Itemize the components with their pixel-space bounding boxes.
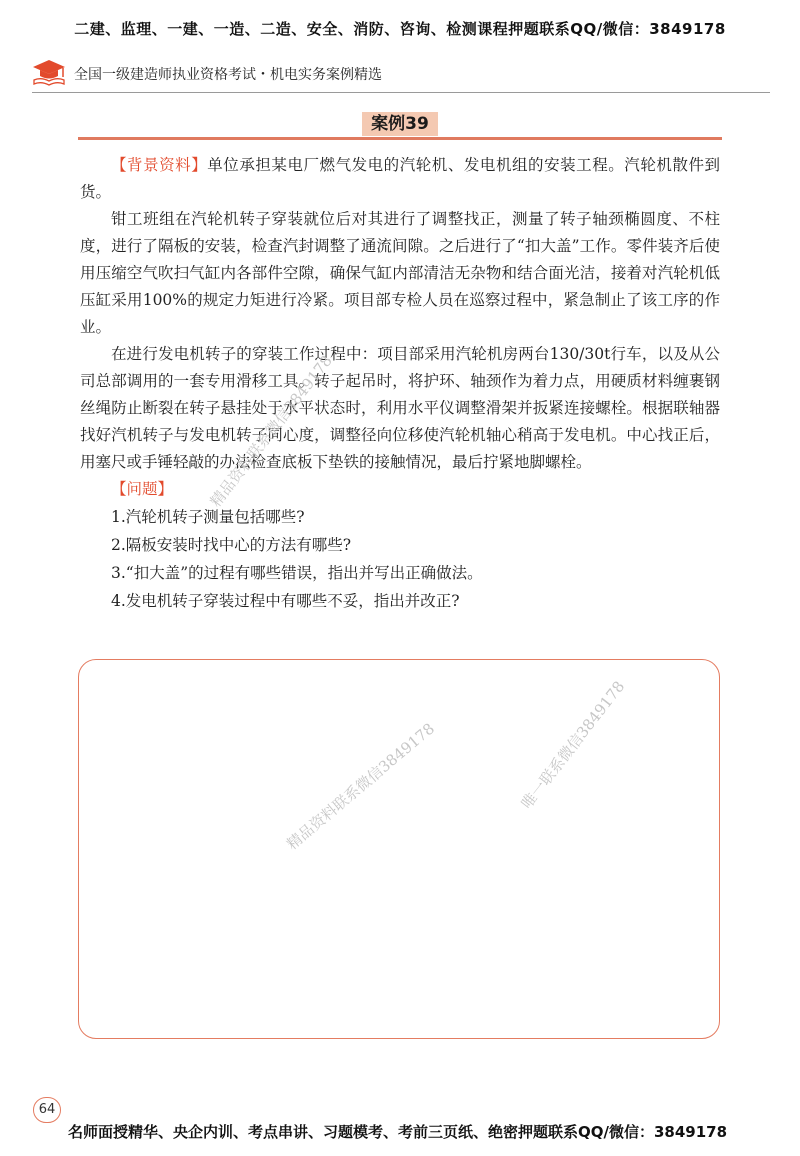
watermark: 唯一联系微信3849178: [517, 677, 629, 813]
header-divider: [32, 92, 770, 93]
book-title: 全国一级建造师执业资格考试・机电实务案例精选: [74, 67, 382, 83]
watermark: 精品资料联系微信3849178: [283, 719, 438, 854]
case-title-divider: [78, 137, 722, 140]
watermark: 精品资料联系微信3849178: [206, 352, 336, 511]
question-item: 4.发电机转子穿装过程中有哪些不妥，指出并改正?: [111, 592, 460, 610]
question-item: 3.“扣大盖”的过程有哪些错误，指出并写出正确做法。: [111, 564, 483, 582]
question-item: 2.隔板安装时找中心的方法有哪些?: [111, 536, 352, 554]
background-tag: 【背景资料】: [111, 156, 208, 174]
top-contact-banner: 二建、监理、一建、一造、二造、安全、消防、咨询、检测课程押题联系QQ/微信：3849178: [74, 20, 726, 38]
question-list: [80, 503, 720, 615]
background-paragraph-2: 钳工班组在汽轮机转子穿装就位后对其进行了调整找正，测量了转子轴颈椭圆度、不柱度，进行了隔板的安装，检查汽封调整了通流间隙。之后进行了“扣大盖”工作。零件装齐后使用压缩空气吹扫气缸内各部件空隙，确保气缸内部清洁无杂物和结合面光洁，接着对汽轮机低压缸采用100%的规定力矩进行冷紧。项目部专检人员在巡察过程中，紧急制止了该工序的作业。: [80, 210, 720, 336]
page-number: 64: [33, 1097, 61, 1123]
question-item: 1.汽轮机转子测量包括哪些?: [111, 508, 305, 526]
background-paragraph-3: 在进行发电机转子的穿装工作过程中：项目部采用汽轮机房两台130/30t行车，以及从公司总部调用的一套专用滑移工具。转子起吊时，将护环、轴颈作为着力点，用硬质材料缠裹钢丝绳防止断裂在转子悬挂处于水平状态时，利用水平仪调整滑架并扳紧连接螺栓。根据联轴器找好汽机转子与发电机转子同心度，调整径向位移使汽轮机轴心稍高于发电机。中心找正后，用塞尺或手锤轻敲的办法检查底板下垫铁的接触情况，最后拧紧地脚螺栓。: [80, 345, 720, 471]
graduation-cap-book-icon: [32, 58, 66, 86]
questions-tag: 【问题】: [111, 480, 174, 498]
answer-box: [78, 659, 720, 1039]
case-body: [80, 152, 720, 615]
background-paragraph-1: 【背景资料】单位承担某电厂燃气发电的汽轮机、发电机组的安装工程。汽轮机散件到货。: [80, 156, 720, 201]
case-title: 案例39: [362, 112, 438, 136]
bottom-contact-banner: 名师面授精华、央企内训、考点串讲、习题模考、考前三页纸、绝密押题联系QQ/微信：3849178: [68, 1123, 728, 1141]
